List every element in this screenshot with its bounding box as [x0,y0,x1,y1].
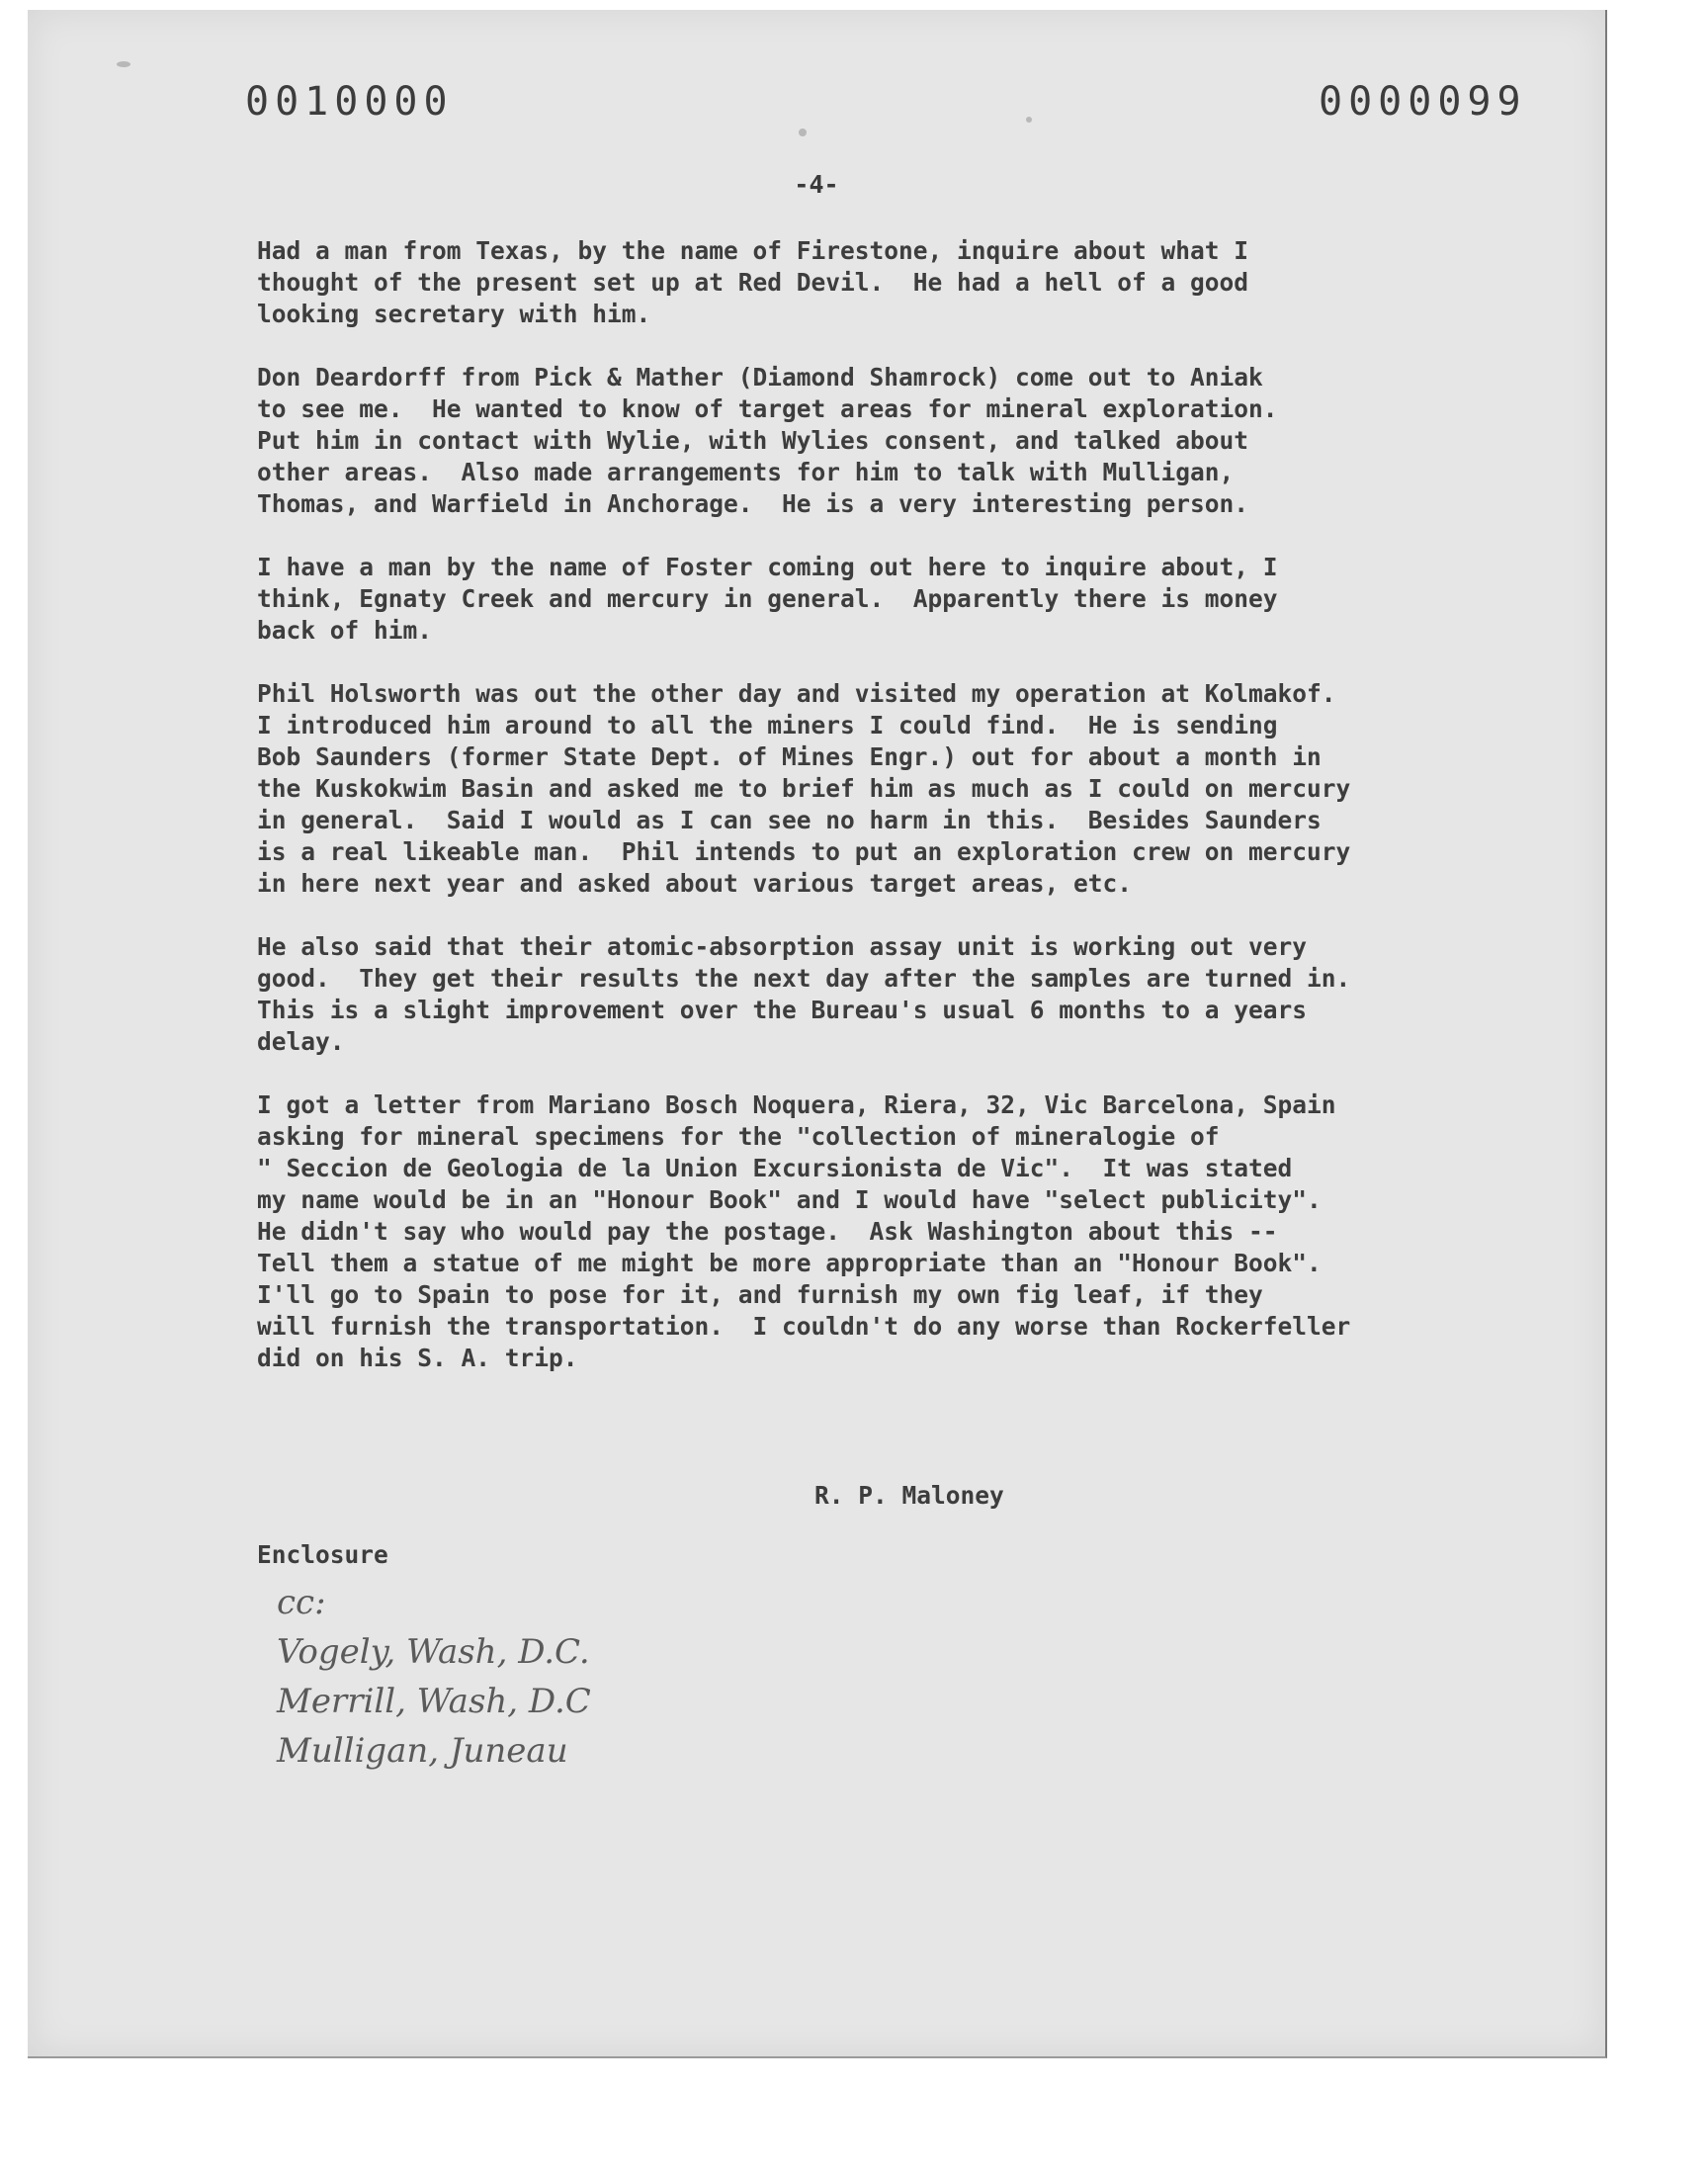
scan-speck [799,129,807,136]
paragraph-spain-letter [257,1089,1542,1374]
scan-speck [117,61,130,67]
text-line: the Kuskokwim Basin and asked me to brief him as much as I could on mercury [257,774,1351,803]
text-line: Phil Holsworth was out the other day and visited my operation at Kolmakof. [257,679,1336,708]
handwritten-cc-list [277,1578,591,1776]
page-number: -4- [794,170,839,199]
text-line: Thomas, and Warfield in Anchorage. He is a very interesting person. [257,489,1249,518]
enclosure-label: Enclosure [257,1540,388,1569]
text-line: Put him in contact with Wylie, with Wylies consent, and talked about [257,426,1249,455]
text-line: looking secretary with him. [257,300,651,328]
paragraph-assay-unit [257,931,1542,1058]
text-line: other areas. Also made arrangements for him to talk with Mulligan, [257,458,1235,486]
text-line: will furnish the transportation. I couldn't do any worse than Rockerfeller [257,1312,1351,1341]
text-line: my name would be in an "Honour Book" and I would have "select publicity". [257,1185,1322,1214]
cc-recipient: Mulligan, Juneau [277,1731,568,1771]
text-line: is a real likeable man. Phil intends to put an exploration crew on mercury [257,837,1351,866]
text-line: delay. [257,1027,345,1056]
cc-recipient: Merrill, Wash, D.C [277,1682,591,1721]
text-line: I have a man by the name of Foster coming out here to inquire about, I [257,553,1278,581]
text-line: I'll go to Spain to pose for it, and furnish my own fig leaf, if they [257,1280,1263,1309]
text-line: back of him. [257,616,433,645]
document-page [28,10,1607,2058]
text-line: Had a man from Texas, by the name of Firestone, inquire about what I [257,236,1249,265]
text-line: I introduced him around to all the miners I could find. He is sending [257,711,1278,740]
text-line: in general. Said I would as I can see no harm in this. Besides Saunders [257,806,1322,834]
scan-speck [1026,117,1032,123]
text-line: He didn't say who would pay the postage. Ask Washington about this -- [257,1217,1278,1246]
text-line: I got a letter from Mariano Bosch Noquera, Riera, 32, Vic Barcelona, Spain [257,1090,1336,1119]
text-line: " Seccion de Geologia de la Union Excursionista de Vic". It was stated [257,1154,1293,1182]
text-line: This is a slight improvement over the Bureau's usual 6 months to a years [257,996,1308,1024]
paragraph-firestone [257,235,1542,330]
text-line: Bob Saunders (former State Dept. of Mines Engr.) out for about a month in [257,742,1322,771]
text-line: did on his S. A. trip. [257,1344,578,1372]
paragraph-deardorff [257,362,1542,520]
text-line: good. They get their results the next day after the samples are turned in. [257,964,1351,993]
text-line: He also said that their atomic-absorption assay unit is working out very [257,932,1308,961]
cc-recipient: Vogely, Wash, D.C. [277,1632,590,1672]
letter-body [257,235,1542,1406]
text-line: Don Deardorff from Pick & Mather (Diamond Shamrock) come out to Aniak [257,363,1263,392]
text-line: asking for mineral specimens for the "collection of mineralogie of [257,1122,1220,1151]
signature-name: R. P. Maloney [814,1481,1004,1510]
paragraph-holsworth [257,678,1542,900]
text-line: Tell them a statue of me might be more appropriate than an "Honour Book". [257,1249,1322,1277]
cc-label: cc: [277,1583,326,1622]
text-line: to see me. He wanted to know of target areas for mineral exploration. [257,394,1278,423]
document-number-stamp-left: 0010000 [245,79,454,125]
paragraph-foster [257,552,1542,647]
document-number-stamp-right: 0000099 [1319,79,1527,125]
text-line: thought of the present set up at Red Devil. He had a hell of a good [257,268,1249,297]
text-line: in here next year and asked about various target areas, etc. [257,869,1133,898]
text-line: think, Egnaty Creek and mercury in general. Apparently there is money [257,584,1278,613]
